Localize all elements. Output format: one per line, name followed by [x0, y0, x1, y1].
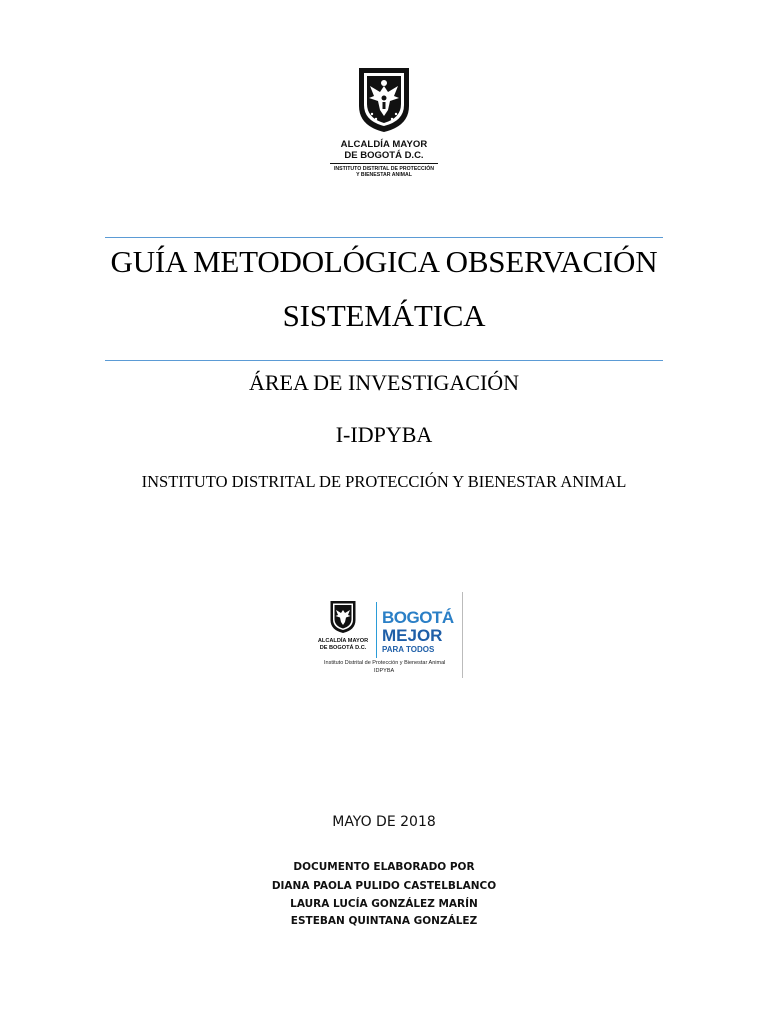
bogota-wordmark: BOGOTÁ	[382, 608, 454, 627]
area-heading: ÁREA DE INVESTIGACIÓN	[248, 370, 520, 395]
mid-logo-alcaldia-line1: ALCALDÍA MAYOR	[317, 638, 369, 644]
logo-alcaldia-line1: ALCALDÍA MAYOR	[340, 139, 428, 150]
mid-logo-alcaldia-line2: DE BOGOTÁ D.C.	[319, 645, 367, 651]
document-title-line1: GUÍA METODOLÓGICA OBSERVACIÓN	[110, 244, 658, 279]
logo-institute-line1: INSTITUTO DISTRITAL DE PROTECCIÓN	[333, 166, 434, 172]
alcaldia-bogota-mejor-logo	[314, 592, 466, 680]
bogota-coat-of-arms-small-icon	[329, 600, 357, 634]
author-name: DIANA PAOLA PULIDO CASTELBLANCO	[271, 880, 497, 892]
mejor-wordmark: MEJOR	[382, 626, 443, 645]
alcaldia-logo	[322, 64, 446, 184]
para-todos-wordmark: PARA TODOS	[382, 645, 435, 654]
title-bottom-rule	[105, 360, 663, 361]
institute-code: I-IDPYBA	[335, 422, 433, 447]
author-name: ESTEBAN QUINTANA GONZÁLEZ	[290, 915, 478, 927]
mid-logo-right-rule	[462, 592, 463, 678]
institute-name: INSTITUTO DISTRITAL DE PROTECCIÓN Y BIENESTAR ANIMAL	[141, 472, 627, 491]
logo-institute-line2: Y BIENESTAR ANIMAL	[356, 172, 412, 178]
credits-heading: DOCUMENTO ELABORADO POR	[293, 861, 475, 873]
document-title-line2: SISTEMÁTICA	[282, 298, 486, 333]
bogota-coat-of-arms-icon	[356, 66, 412, 134]
mid-logo-divider	[376, 602, 377, 658]
author-name: LAURA LUCÍA GONZÁLEZ MARÍN	[290, 898, 478, 910]
logo-divider	[330, 163, 438, 164]
logo-alcaldia-line2: DE BOGOTÁ D.C.	[344, 150, 424, 161]
title-top-rule	[105, 237, 663, 238]
publication-date: MAYO DE 2018	[332, 814, 436, 830]
mid-logo-acronym: IDPYBA	[374, 668, 395, 674]
mid-logo-institute-name: Instituto Distrital de Protección y Bienestar Animal	[324, 660, 446, 666]
